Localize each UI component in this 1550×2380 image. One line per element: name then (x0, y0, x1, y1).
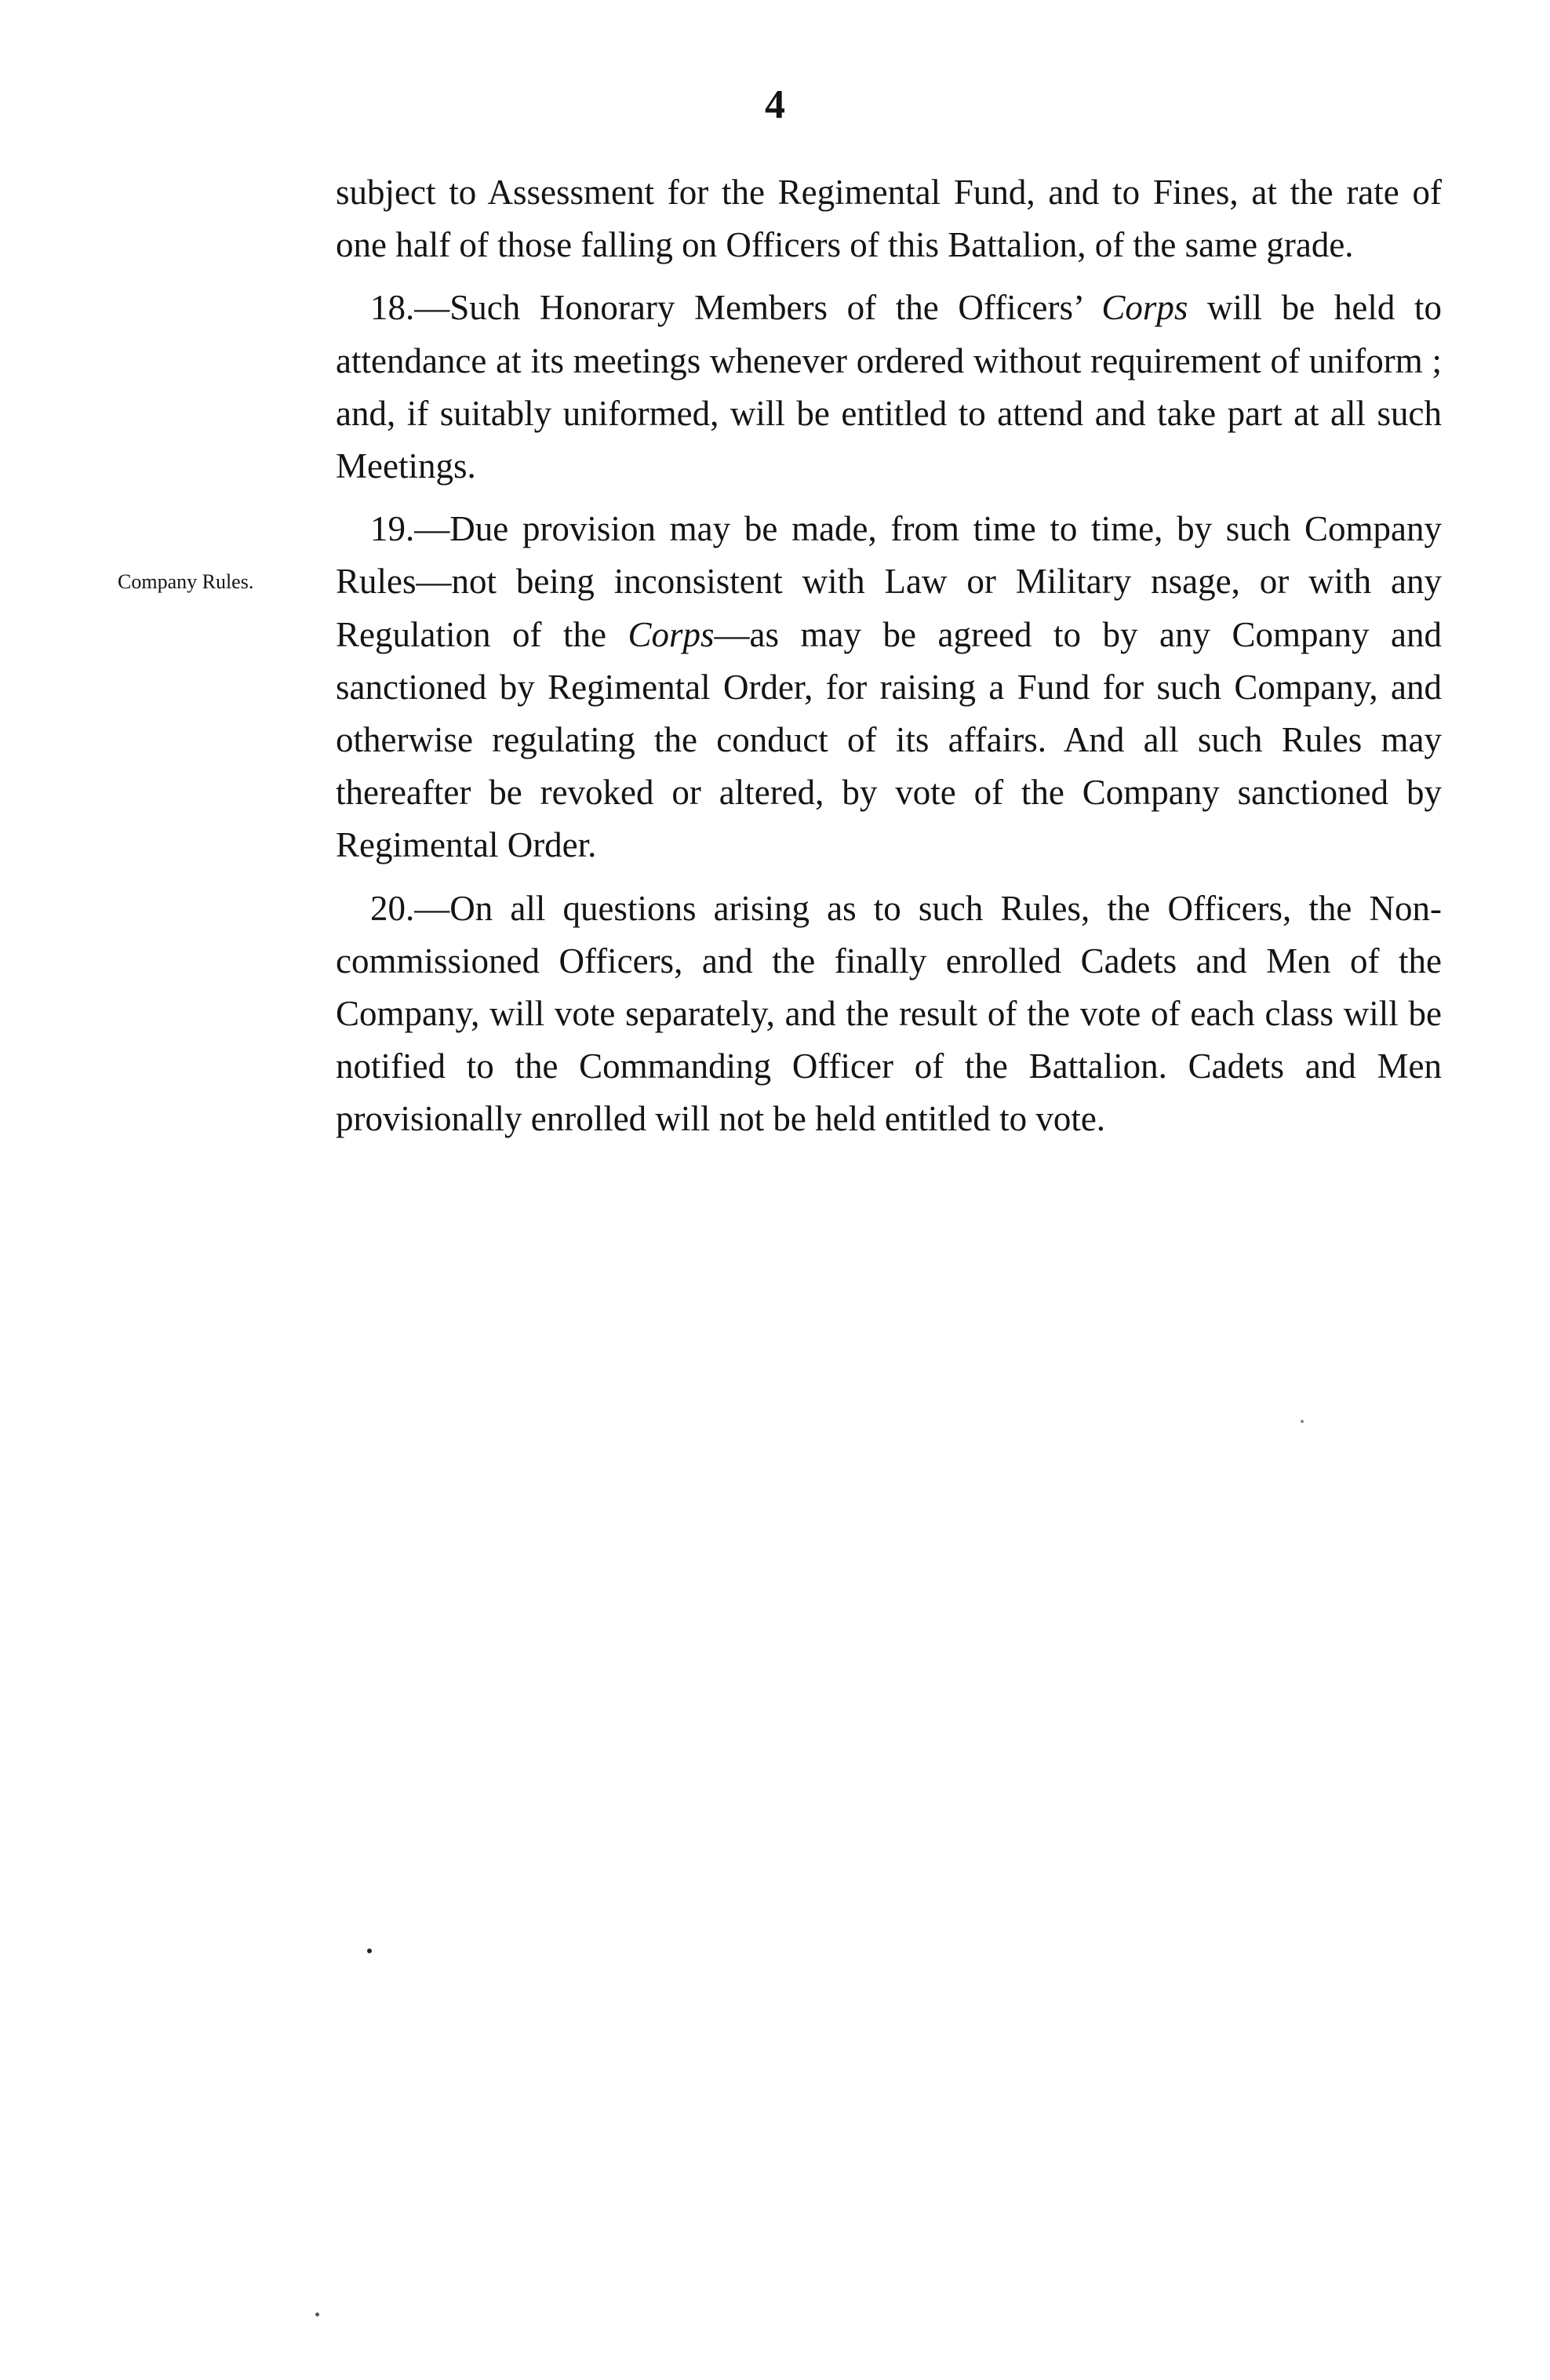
paragraph-20 (336, 882, 1442, 1146)
paragraph-rest: will be held to attendance at its meetings whenever ordered without requirement of uniform ; and, if suitably uniformed, will be entitled to attend and take part at all such Meetings. (336, 288, 1442, 486)
italic-term: Corps (628, 614, 715, 654)
margin-note: Company Rules. (118, 570, 254, 594)
paragraph-18 (336, 282, 1442, 493)
ink-speck (367, 1949, 372, 1953)
paragraph-19 (118, 503, 1442, 872)
page-number: 4 (765, 82, 785, 127)
paragraph-text: subject to Assessment for the Regimental Fund, and to Fines, at the rate of one half of those falling on Officers of this Battalion, of the same grade. (336, 173, 1442, 265)
paragraph-rest: —as may be agreed to by any Company and sanctioned by Regimental Order, for raising a Fund for such Company, and otherwise regulating the conduct of its affairs. And all such Rules may thereafter be revoked or altered, by vote of the Company sanctioned by Regimental Order. (336, 614, 1442, 865)
ink-speck (315, 2313, 319, 2316)
paragraph-lead: 19.—Due provision may be made, from time to time, by such Company Rules—not being inconsistent with Law or Military nsage, or with any Regulation of the (336, 509, 1442, 654)
paragraph-continuation (336, 166, 1442, 271)
paragraph-lead: 18.—Such Honorary Members of the Officers’ (370, 288, 1102, 328)
italic-term: Corps (1101, 288, 1188, 328)
paragraph-text: 20.—On all questions arising as to such Rules, the Officers, the Non-commissioned Officers, and the finally enrolled Cadets and Men of the Company, will vote separately, and the result of the vote of each class will be notified to the Commanding Officer of the Battalion. Cadets and Men provisionally enrolled will not be held entitled to vote. (336, 888, 1442, 1139)
ink-speck (1301, 1420, 1304, 1423)
body-text (118, 166, 1442, 1146)
